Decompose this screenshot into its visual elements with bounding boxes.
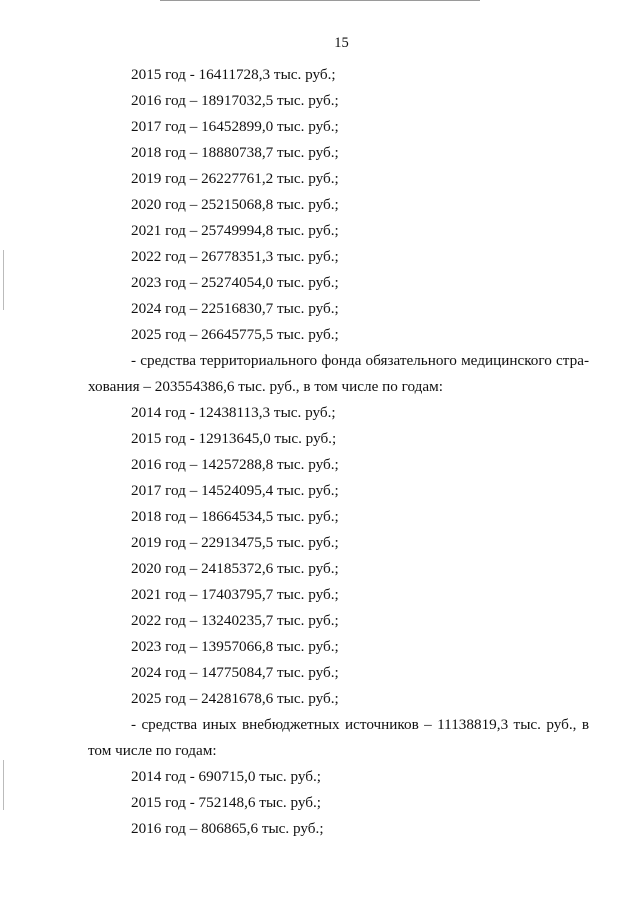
list-item: 2023 год – 25274054,0 тыс. руб.;	[131, 274, 339, 291]
list-item: 2014 год - 690715,0 тыс. руб.;	[131, 768, 322, 785]
list-item: 2021 год – 17403795,7 тыс. руб.;	[131, 586, 339, 603]
list-item: 2016 год – 18917032,5 тыс. руб.;	[131, 92, 339, 109]
list-item: 2022 год – 13240235,7 тыс. руб.;	[131, 612, 339, 629]
list-item: 2025 год – 26645775,5 тыс. руб.;	[131, 326, 339, 343]
scan-margin-mark	[3, 250, 4, 310]
list-item: 2015 год - 752148,6 тыс. руб.;	[131, 794, 322, 811]
list-item: 2014 год - 12438113,3 тыс. руб.;	[131, 404, 336, 421]
paragraph-tfoms-line1: - средства территориального фонда обязательного медицинского стра-	[131, 352, 589, 369]
list-item: 2018 год – 18880738,7 тыс. руб.;	[131, 144, 339, 161]
list-item: 2015 год - 16411728,3 тыс. руб.;	[131, 66, 336, 83]
list-item: 2016 год – 14257288,8 тыс. руб.;	[131, 456, 339, 473]
list-item: 2024 год – 14775084,7 тыс. руб.;	[131, 664, 339, 681]
paragraph-other-line1: - средства иных внебюджетных источников – 11138819,3 тыс. руб., в	[131, 716, 589, 733]
list-item: 2017 год – 14524095,4 тыс. руб.;	[131, 482, 339, 499]
page-number: 15	[334, 35, 349, 51]
list-item: 2023 год – 13957066,8 тыс. руб.;	[131, 638, 339, 655]
list-item: 2019 год – 26227761,2 тыс. руб.;	[131, 170, 339, 187]
paragraph-tfoms-line2: хования – 203554386,6 тыс. руб., в том числе по годам:	[88, 378, 443, 395]
list-item: 2021 год – 25749994,8 тыс. руб.;	[131, 222, 339, 239]
list-item: 2022 год – 26778351,3 тыс. руб.;	[131, 248, 339, 265]
list-item: 2020 год – 24185372,6 тыс. руб.;	[131, 560, 339, 577]
list-item: 2019 год – 22913475,5 тыс. руб.;	[131, 534, 339, 551]
paragraph-line	[131, 352, 589, 370]
scan-margin-mark	[3, 760, 4, 810]
list-item: 2018 год – 18664534,5 тыс. руб.;	[131, 508, 339, 525]
paragraph-other-line2: том числе по годам:	[88, 742, 217, 759]
list-item: 2015 год - 12913645,0 тыс. руб.;	[131, 430, 337, 447]
list-item: 2020 год – 25215068,8 тыс. руб.;	[131, 196, 339, 213]
scan-edge-line	[160, 0, 480, 1]
list-item: 2024 год – 22516830,7 тыс. руб.;	[131, 300, 339, 317]
list-item: 2017 год – 16452899,0 тыс. руб.;	[131, 118, 339, 135]
list-item: 2016 год – 806865,6 тыс. руб.;	[131, 820, 324, 837]
paragraph-line	[131, 716, 589, 734]
list-item: 2025 год – 24281678,6 тыс. руб.;	[131, 690, 339, 707]
